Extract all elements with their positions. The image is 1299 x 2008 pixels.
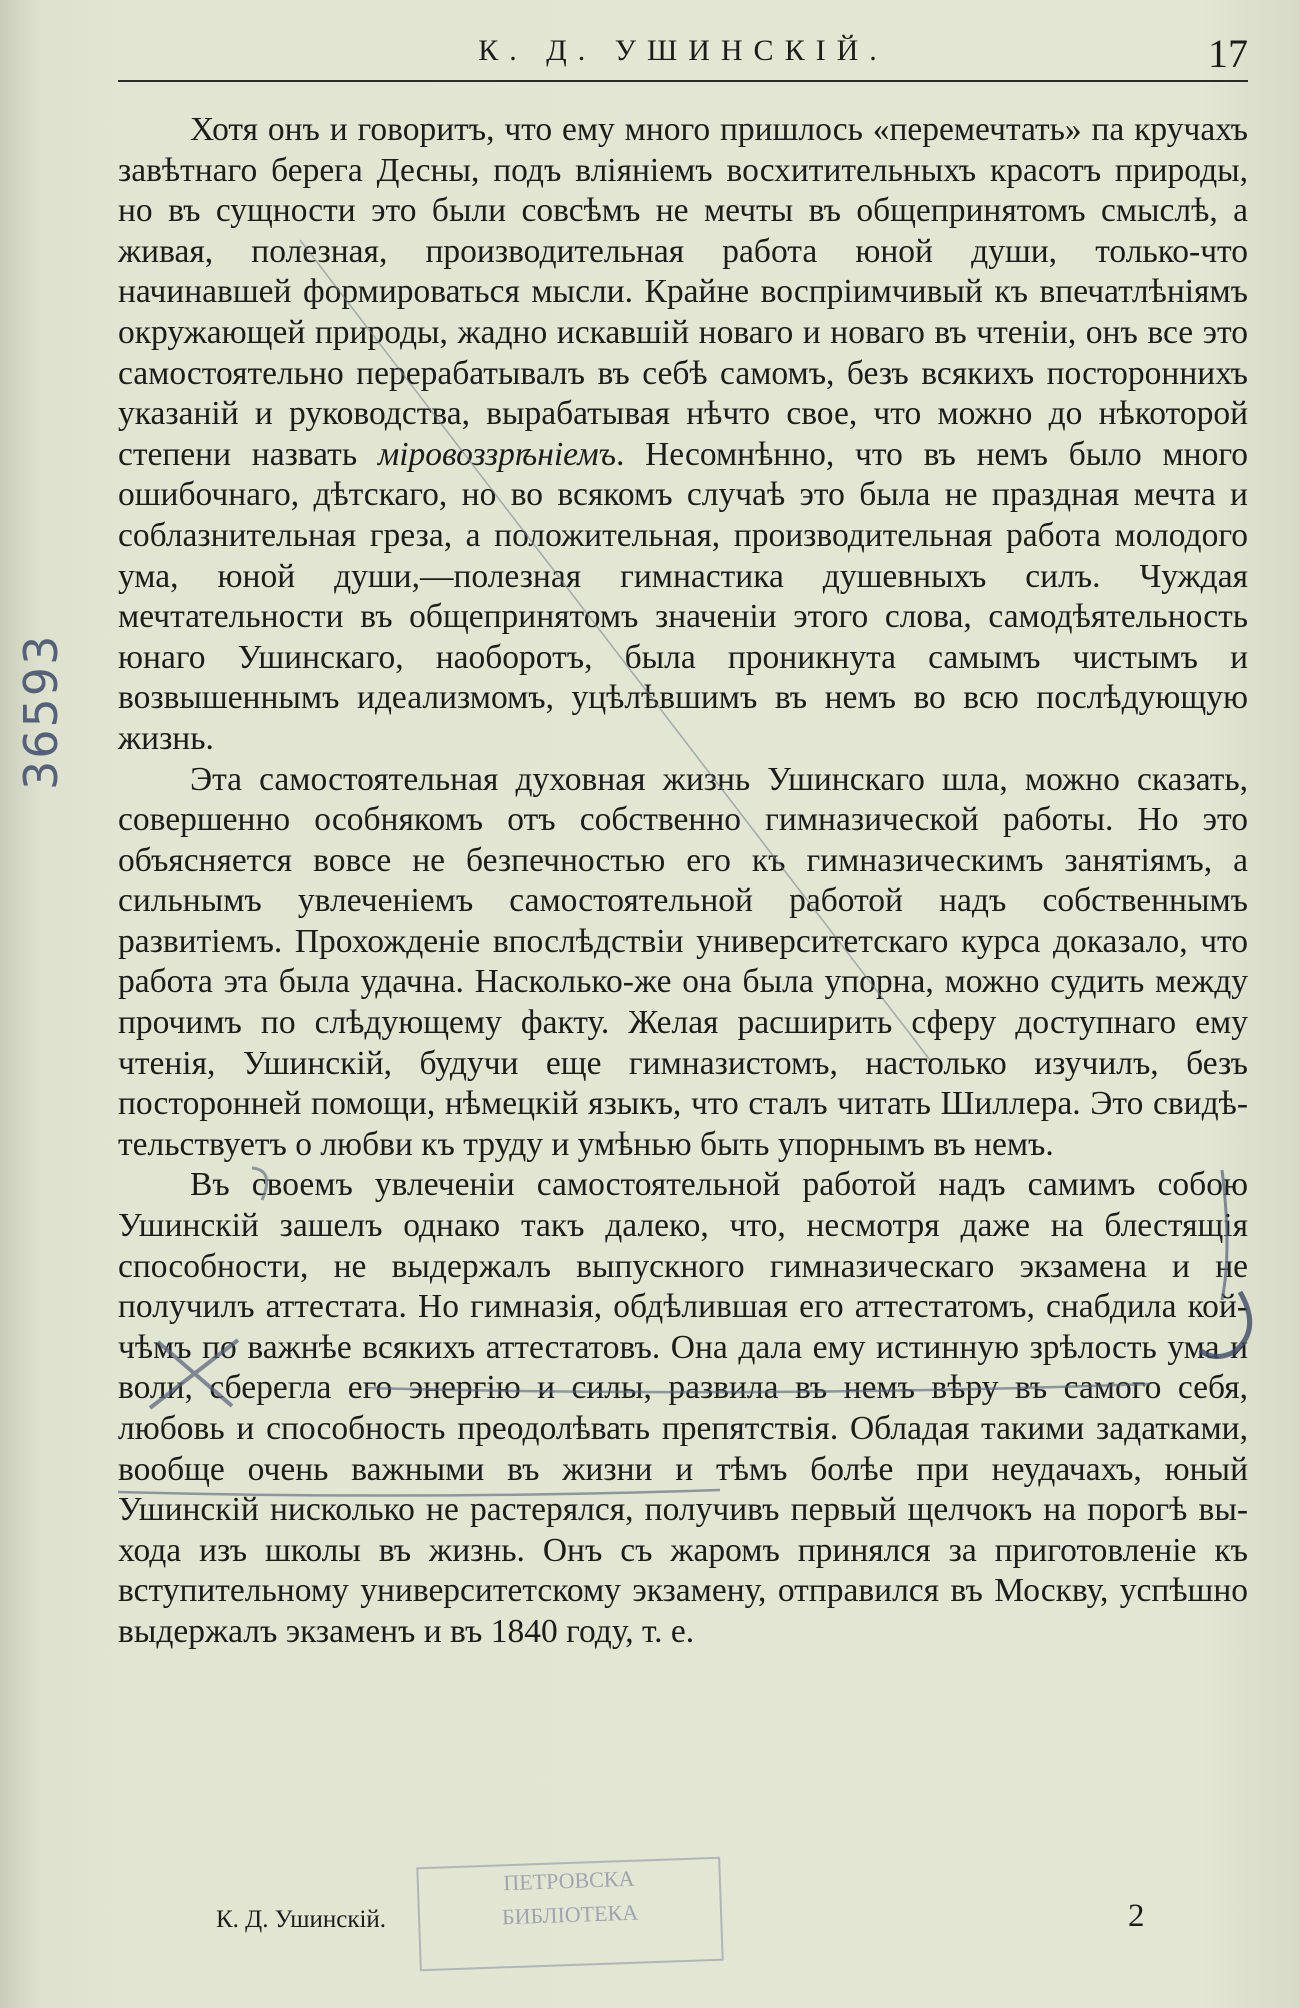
stamp-line-2: БИБЛІОТЕКА (501, 1899, 639, 1930)
signature-mark: К. Д. Ушинскій. (216, 1906, 387, 1933)
page-footer (118, 1865, 1248, 1948)
body-text (118, 110, 1248, 1653)
library-stamp (416, 1857, 723, 1972)
signature-number: 2 (1128, 1898, 1145, 1934)
margin-handwritten-number: 36593 (14, 633, 68, 790)
paragraph-1-emphasis: міровоззрѣніемъ (377, 435, 616, 473)
stamp-line-1: ПЕТРОВСКА (502, 1865, 635, 1896)
page-number: 17 (1208, 31, 1248, 76)
paragraph-3-text: Въ своемъ увлеченіи самостоятельной работой надъ самимъ собою Ушинскій зашелъ однако такъ далеко, что, несмотря даже на блестящія способности, не выдержалъ выпускного гимназическаго экзамена и не получилъ аттестата. Но гимназія, обдѣлившая его аттестатомъ, снабдила кой-чѣмъ по важнѣе всякихъ аттестатовъ. Она дала ему истинную зрѣлость ума и воли, сберегла его энергію и силы, развила въ немъ вѣру въ самого себя, любовь и способность преодолѣвать препятствія. Обладая такими задатками, вообще очень важными въ жизни и тѣмъ болѣе при неудачахъ, юный Ушинскій нисколько не растерялся, получивъ первый щелчокъ на порогѣ выхода изъ школы въ жизнь. Онъ съ жаромъ принялся за приготовленіе къ вступительному университетскому экзамену, отправился въ Москву, успѣшно выдержалъ экзаменъ и въ 1840 году, т. е. (118, 1166, 1248, 1650)
paragraph-1 (118, 110, 1248, 760)
paragraph-1-text-a: Хотя онъ и говоритъ, что ему много пришлось «перемечтать» па кручахъ завѣтнаго берега Десны, подъ вліяніемъ восхитительныхъ красотъ природы, но въ сущности это были совсѣмъ не мечты въ общепринятомъ смыслѣ, а живая, полезная, производительная работа юной души, только-что начинавшей формироваться мысли. Крайне воспріимчивый къ впечатлѣніямъ окружающей природы, жадно искавшій новаго и новаго въ чтеніи, онъ все это самостоятельно перерабатывалъ въ себѣ самомъ, безъ всякихъ постороннихъ указаній и руководства, вырабатывая нѣчто свое, что можно до нѣкоторой степени назвать (118, 111, 1248, 473)
paragraph-2 (118, 760, 1248, 1166)
paragraph-2-text: Эта самостоятельная духовная жизнь Ушинскаго шла, можно сказать, совершенно особнякомъ отъ собственно гимназической работы. Но это объясняется вовсе не безпечностью его къ гимназическимъ занятіямъ, а сильнымъ увлеченіемъ самостоятельной работой надъ собственнымъ развитіемъ. Прохожденіе впослѣдствіи университетскаго курса доказало, что работа эта была удачна. Насколько-же она была упорна, можно судить между прочимъ по слѣдующему факту. Желая расширить сферу доступнаго ему чтенія, Ушинскій, будучи еще гимназистомъ, настолько изучилъ, безъ посторонней помощи, нѣмецкій языкъ, что сталъ читать Шиллера. Это свидѣтельствуетъ о любви къ труду и умѣнью быть упорнымъ въ немъ. (118, 760, 1248, 1163)
paragraph-1-text-b: . Несомнѣнно, что въ немъ было много ошибочнаго, дѣтскаго, но во всякомъ случаѣ это была не праздная мечта и соблазнительная греза, а положительная, производительная работа молодого ума, юной души,—полезная гимнастика душевныхъ силъ. Чуждая мечтательности въ общепринятомъ значеніи этого слова, самодѣятельность юнаго Ушинскаго, наоборотъ, была проникнута самымъ чистымъ и возвышеннымъ идеализмомъ, уцѣлѣвшимъ въ немъ во всю послѣдующую жизнь. (118, 435, 1248, 757)
page-header (118, 30, 1248, 82)
paragraph-3 (118, 1165, 1248, 1652)
running-head: К. Д. УШИНСКІЙ. (478, 34, 888, 67)
